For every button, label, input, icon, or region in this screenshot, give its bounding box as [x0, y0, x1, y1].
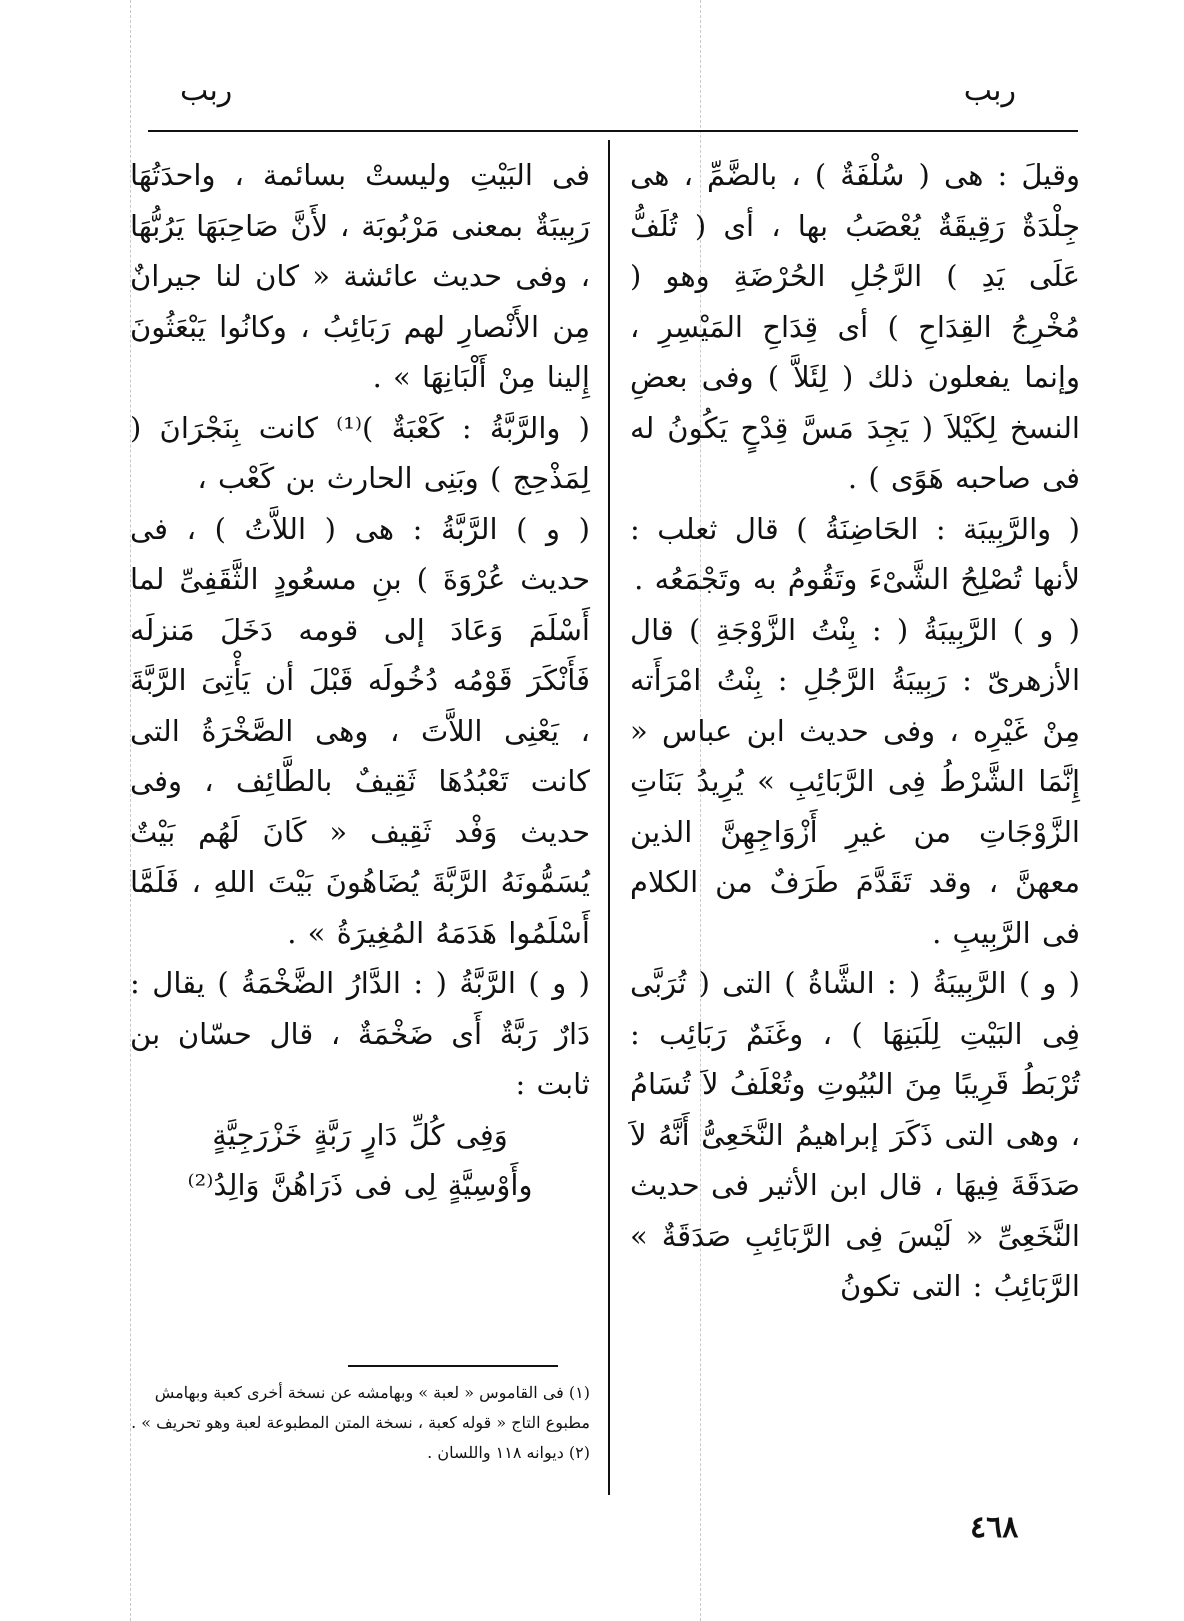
paragraph: ( والرَّبَّةُ : كَعْبَةٌ )⁽¹⁾ كانت بِنَجْرَانَ ( لِمَذْحِج ) وبَنِى الحارث بن كَعْب ،: [130, 410, 590, 495]
paragraph: فى البَيْتِ وليستْ بسائمة ، واحدَتُهَا رَبِيبَةٌ بمعنى مَرْبُوبَة ، لأَنَّ صَاحِبَهَا يَرُبُّهَا ، وفى حديث عائشة « كان لنا جيرانٌ مِن الأَنْصارِ لهم رَبَائِبُ ، وكانُوا يَبْعَثُونَ إِلينا مِنْ أَلْبَانِهَا » .: [130, 158, 590, 394]
header-rule: [148, 130, 1078, 132]
footnote: (١) فى القاموس « لعبة » وبهامشه عن نسخة أخرى كعبة وبهامش مطبوع التاج « قوله كعبة ، نسخة المتن المطبوعة لعبة وهو تحريف » .: [131, 1383, 590, 1432]
paragraph: ( و ) الرَّبِيبَةُ ( : بِنْتُ الزَّوْجَةِ ) قال الأزهرىّ : رَبِيبَةُ الرَّجُلِ : بِنْتُ امْرَأَته مِنْ غَيْرِه ، وفى حديث ابن عباس « إِنَّمَا الشَّرْطُ فِى الرَّبَائِبِ » يُرِيدُ بَنَاتِ الزَّوْجَاتِ من غيرِ أَزْوَاجِهِنَّ الذين معهنَّ ، وقد تَقَدَّمَ طَرَفٌ من الكلام فى الرَّبِيبِ .: [630, 612, 1080, 950]
footnotes: [130, 1378, 590, 1468]
poem-verse: وأَوْسِيَّةٍ لِى فى ذَرَاهُنَّ وَالِدُ⁽²⁾: [187, 1168, 533, 1202]
page-number: ٤٦٨: [970, 1510, 1019, 1545]
footnote-rule: [348, 1365, 558, 1367]
paragraph: ( و ) الرَّبِيبَةُ ( : الشَّاةُ ) التى ( تُرَبَّى فِى البَيْتِ لِلَبَنِهَا ) ، وغَنَمٌ رَبَائِب : تُرْبَطُ قَرِيبًا مِنَ البُيُوتِ وتُعْلَفُ لاَ تُسَامُ ، وهى التى ذَكَرَ إبراهيمُ النَّخَعِىُّ أَنَّهُ لاَ صَدَقَةَ فِيهَا ، قال ابن الأثير فى حديث النَّخَعِىِّ « لَيْسَ فِى الرَّبَائِبِ صَدَقَةٌ » الرَّبَائِبُ : التى تكونُ: [630, 966, 1080, 1303]
running-header-left: ربب: [180, 73, 233, 108]
paragraph: ( و ) الرَّبَّةُ ( : الدَّارُ الضَّخْمَةُ ) يقال : دَارٌ رَبَّةٌ أَى ضَخْمَةٌ ، قال حسّان بن ثابت :: [130, 966, 590, 1101]
footnote: (٢) ديوانه ١١٨ واللسان .: [427, 1443, 590, 1462]
paragraph: وقيلَ : هى ( سُلْفَةٌ ) ، بالضَّمِّ ، هى جِلْدَةٌ رَقِيقَةٌ يُعْصَبُ بها ، أى ( تُلَفُّ عَلَى يَدِ ) الرَّجُلِ الحُرْضَةِ وهو ( مُخْرِجُ القِدَاحِ ) أى قِدَاحِ المَيْسِرِ ، وإنما يفعلون ذلك ( لِئَلاَّ ) وفى بعضِ النسخ لِكَيْلاَ ( يَجِدَ مَسَّ قِدْحٍ يَكُونُ له فى صاحبه هَوًى ) .: [630, 158, 1080, 495]
column-divider: [608, 140, 610, 1495]
paragraph: ( والرَّبِيبَة : الحَاضِنَةُ ) قال ثعلب : لأنها تُصْلِحُ الشَّىْءَ وتَقُومُ به وتَجْمَعُه .: [630, 511, 1080, 596]
running-header-right: ربب: [963, 73, 1016, 108]
poem-verse: وَفِى كُلِّ دَارٍ رَبَّةٍ خَزْرَجِيَّةٍ: [212, 1117, 508, 1152]
left-text-column: [130, 150, 590, 1211]
right-text-column: [630, 150, 1080, 1312]
paragraph: ( و ) الرَّبَّةُ : هى ( اللاَّتُ ) ، فى حديث عُرْوَةَ ) بنِ مسعُودٍ الثَّقَفِىِّ لما أَسْلَمَ وَعَادَ إلى قومه دَخَلَ مَنزلَه فَأَنْكَرَ قَوْمُه دُخُولَه قَبْلَ أن يَأْتِىَ الرَّبَّةَ ، يَعْنِى اللاَّتَ ، وهى الصَّخْرَةُ التى كانت تَعْبُدُهَا ثَقِيفٌ بالطَّائِف ، وفى حديث وَفْد ثَقِيف « كَانَ لَهُم بَيْتٌ يُسَمُّونَهُ الرَّبَّةَ يُضَاهُونَ بَيْتَ اللهِ ، فَلَمَّا أَسْلَمُوا هَدَمَهُ المُغِيرَةُ » .: [130, 511, 590, 950]
